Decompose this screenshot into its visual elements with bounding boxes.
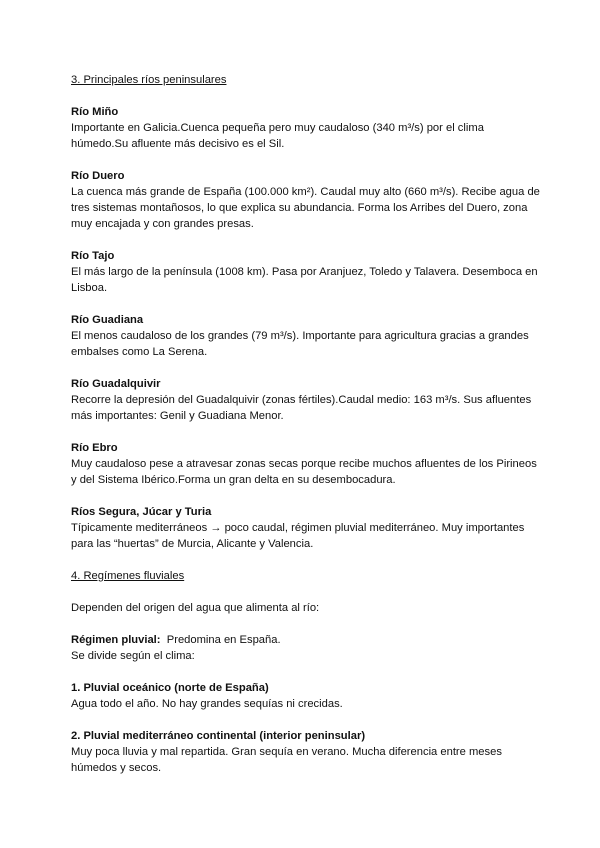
river-title: Río Tajo: [71, 250, 115, 262]
pluvial-text: Predomina en España.: [166, 634, 281, 646]
spacer: [71, 664, 541, 680]
river-title: Río Ebro: [71, 442, 118, 454]
section-heading-rivers: 3. Principales ríos peninsulares: [71, 74, 227, 86]
river-description: Típicamente mediterráneos → poco caudal, régimen pluvial mediterráneo. Muy importantes para las “huertas” de Murcia, Alicante y Valencia.: [71, 522, 525, 550]
river-description: El más largo de la península (1008 km). Pasa por Aranjuez, Toledo y Talavera. Desemboca en Lisboa.: [71, 266, 538, 294]
river-description: La cuenca más grande de España (100.000 km²). Caudal muy alto (660 m³/s). Recibe agua de tres sistemas montañosos, lo que explica su abundancia. Forma los Arribes del Duero, zona muy encajada y con grandes presas.: [71, 186, 540, 230]
river-title: Río Miño: [71, 106, 119, 118]
pluvial-label: Régimen pluvial:: [71, 634, 161, 646]
regime-title: 1. Pluvial oceánico (norte de España): [71, 682, 269, 694]
river-description: Importante en Galicia.Cuenca pequeña pero muy caudaloso (340 m³/s) por el clima húmedo.Su afluente más decisivo es el Sil.: [71, 122, 484, 150]
river-description: Recorre la depresión del Guadalquivir (zonas fértiles).Caudal medio: 163 m³/s. Sus afluentes más importantes: Genil y Guadiana Menor.: [71, 394, 532, 422]
regime-title: 2. Pluvial mediterráneo continental (interior peninsular): [71, 730, 366, 742]
regime-entry-oceanic: [71, 680, 541, 712]
regime-entry-mediterranean: [71, 728, 541, 776]
spacer: [71, 616, 541, 632]
regime-description: Agua todo el año. No hay grandes sequías ni crecidas.: [71, 698, 343, 710]
river-entry-tajo: [71, 248, 541, 296]
river-title: Ríos Segura, Júcar y Turia: [71, 506, 212, 518]
river-title: Río Duero: [71, 170, 125, 182]
river-entry-duero: [71, 168, 541, 232]
regime-description: Muy poca lluvia y mal repartida. Gran sequía en verano. Mucha diferencia entre meses húmedos y secos.: [71, 746, 502, 774]
document-page: [71, 72, 541, 792]
river-entry-mino: [71, 104, 541, 152]
river-entry-guadalquivir: [71, 376, 541, 424]
river-title: Río Guadiana: [71, 314, 144, 326]
river-description: El menos caudaloso de los grandes (79 m³/s). Importante para agricultura gracias a grandes embalses como La Serena.: [71, 330, 529, 358]
river-title: Río Guadalquivir: [71, 378, 161, 390]
river-entry-ebro: [71, 440, 541, 488]
section-heading-regimes: 4. Regímenes fluviales: [71, 570, 185, 582]
river-description: Muy caudaloso pese a atravesar zonas secas porque recibe muchos afluentes de los Pirineos y del Sistema Ibérico.Forma un gran delta en su desembocadura.: [71, 458, 537, 486]
pluvial-divide: Se divide según el clima:: [71, 650, 195, 662]
regimes-intro: Dependen del origen del agua que alimenta al río:: [71, 602, 320, 614]
river-entry-guadiana: [71, 312, 541, 360]
pluvial-line: [71, 632, 541, 648]
river-entry-segura-jucar-turia: [71, 504, 541, 552]
